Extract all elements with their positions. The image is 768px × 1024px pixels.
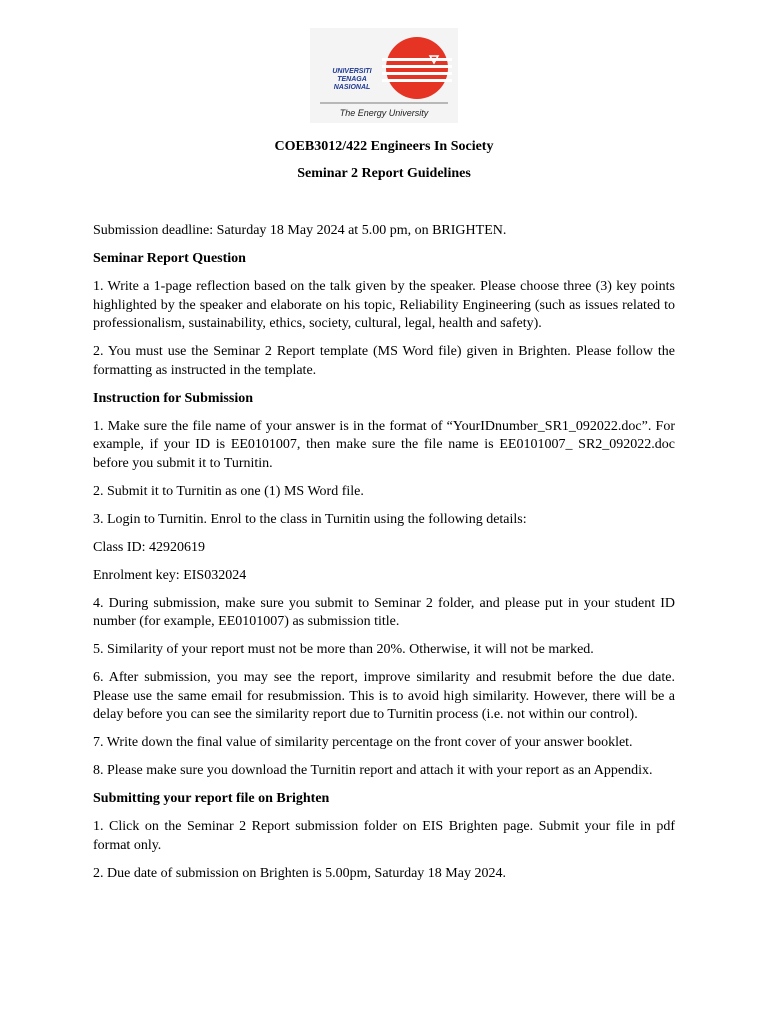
logo-tagline: The Energy University <box>339 108 429 118</box>
class-id: Class ID: 42920619 <box>93 539 205 555</box>
instruction-item-1: 1. Make sure the file name of your answer is in the format of “YourIDnumber_SR1_092022.doc”. For example, if your ID is EE0101007, then make sure the file name is EE0101007_ SR2_092022.doc before you submit it to Turnitin. <box>93 418 675 471</box>
logo-stripe <box>382 72 452 75</box>
instruction-item-4: 4. During submission, make sure you submit to Seminar 2 folder, and please put in your student ID number (for example, EE0101007) as submission title. <box>93 595 675 629</box>
question-item-1: 1. Write a 1-page reflection based on the talk given by the speaker. Please choose three (3) key points highlighted by the speaker and elaborate on his topic, Reliability Engineering (such as issues related to professionalism, sustainability, ethics, society, cultural, legal, health and safety). <box>93 279 675 331</box>
question-item-2: 2. You must use the Seminar 2 Report template (MS Word file) given in Brighten. Please follow the formatting as instructed in the template. <box>93 344 675 378</box>
instruction-item-7: 7. Write down the final value of similarity percentage on the front cover of your answer booklet. <box>93 735 633 750</box>
logo-stripe <box>382 65 452 68</box>
instruction-item-6: 6. After submission, you may see the report, improve similarity and resubmit before the due date. Please use the same email for resubmission. This is to avoid high similarity. However, there will be a delay before you can see the similarity report due to Turnitin process (i.e. not within our control). <box>93 670 675 722</box>
brighten-item-1: 1. Click on the Seminar 2 Report submission folder on EIS Brighten page. Submit your file in pdf format only. <box>93 819 675 853</box>
section-heading-instruction: Instruction for Submission <box>93 390 254 406</box>
document-body <box>93 222 675 893</box>
instruction-item-5: 5. Similarity of your report must not be more than 20%. Otherwise, it will not be marked. <box>93 642 594 657</box>
section-heading-brighten: Submitting your report file on Brighten <box>93 791 330 806</box>
uniten-logo-graphic <box>310 28 458 123</box>
logo-word-3: NASIONAL <box>333 84 371 91</box>
submission-deadline: Submission deadline: Saturday 18 May 2024 at 5.00 pm, on BRIGHTEN. <box>93 223 507 238</box>
logo-word-1: UNIVERSITI <box>332 68 372 75</box>
instruction-item-8: 8. Please make sure you download the Turnitin report and attach it with your report as an Appendix. <box>93 763 653 778</box>
university-logo <box>310 28 458 123</box>
logo-word-2: TENAGA <box>337 76 367 83</box>
section-heading-report-question: Seminar Report Question <box>93 251 246 266</box>
document-title: Seminar 2 Report Guidelines <box>297 166 471 181</box>
enrolment-key: Enrolment key: EIS032024 <box>93 567 247 583</box>
logo-stripe <box>382 58 452 61</box>
instruction-item-2: 2. Submit it to Turnitin as one (1) MS Word file. <box>93 483 364 499</box>
course-title: COEB3012/422 Engineers In Society <box>274 139 494 154</box>
instruction-item-3: 3. Login to Turnitin. Enrol to the class in Turnitin using the following details: <box>93 511 527 527</box>
logo-stripe <box>382 79 452 82</box>
brighten-item-2: 2. Due date of submission on Brighten is 5.00pm, Saturday 18 May 2024. <box>93 865 506 881</box>
